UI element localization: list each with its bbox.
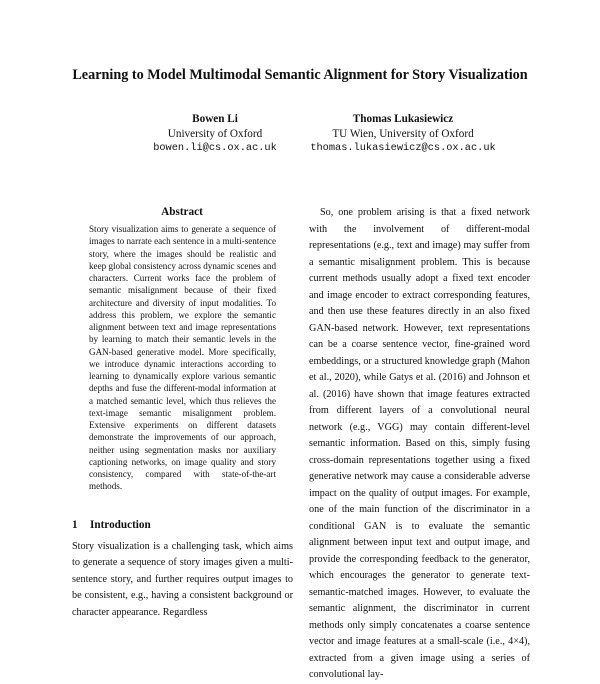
section-heading [72, 518, 302, 532]
abstract-heading: Abstract [161, 206, 203, 218]
author-block [120, 112, 310, 156]
author-affiliation: TU Wien, University of Oxford [332, 127, 474, 140]
author-name: Bowen Li [192, 113, 238, 125]
abstract-text: Story visualization aims to generate a sequence of images to narrate each sentence in a multi-sentence story, where the images should be realistic and keep global consistency across dynamic scenes and characters. Current works face the problem of semantic misalignment because of their fixed architecture and diversity of input modalities. To address this problem, we explore the semantic alignment between text and image representations by learning to match their semantic levels in the GAN-based generative model. More specifically, we introduce dynamic interactions according to learning to dynamically explore various semantic depths and fuse the different-modal information at a matched semantic level, which thus relieves the text-image semantic misalignment problem. Extensive experiments on different datasets demonstrate the improvements of our approach, neither using segmentation masks nor auxiliary captioning networks, on image quality and story consistency, compared with state-of-the-art methods. [89, 224, 276, 492]
right-column-text: So, one problem arising is that a fixed network with the involvement of different-modal representations (e.g., text and image) may suffer from a semantic misalignment problem. This is because current methods usually adopt a fixed text encoder and image encoder to extract corresponding features, and then use these features directly in an also fixed GAN-based network. However, text representations can be a coarse sentence vector, fine-grained word embeddings, or a structured knowledge graph (Mahon et al., 2020), while Gatys et al. (2016) and Johnson et al. (2016) have shown that image features extracted from different layers of a convolutional neural network (e.g., VGG) may contain different-level semantic information. Based on this, simply fusing cross-domain representations together using a fixed generative network may cause a considerable adverse impact on the quality of output images. For example, one of the main function of the discriminator in a conditional GAN is to evaluate the semantic alignment between input text and output image, and provide the corresponding feedback to the generator, which encourages the generator to generate text-semantic-matched images. However, to evaluate the semantic alignment, the discriminator in current methods only simply concatenates a coarse sentence vector and image features at a small-scale (i.e., 4×4), extracted from a given image using a series of convolutional lay- [309, 207, 530, 680]
author-affiliation: University of Oxford [167, 127, 263, 140]
author-block [303, 112, 503, 156]
paper-title: Learning to Model Multimodal Semantic Alignment for Story Visualization [72, 67, 528, 83]
author-email: bowen.li@cs.ox.ac.uk [153, 142, 277, 154]
section-number: 1 [72, 519, 78, 531]
introduction-text: Story visualization is a challenging task, which aims to generate a sequence of story images given a multi-sentence story, and further requires output images to be consistent, e.g., having a consistent background or character appearance. Regardless [72, 541, 293, 618]
author-email: thomas.lukasiewicz@cs.ox.ac.uk [310, 142, 496, 154]
section-title: Introduction [90, 519, 151, 531]
author-name: Thomas Lukasiewicz [352, 113, 454, 125]
